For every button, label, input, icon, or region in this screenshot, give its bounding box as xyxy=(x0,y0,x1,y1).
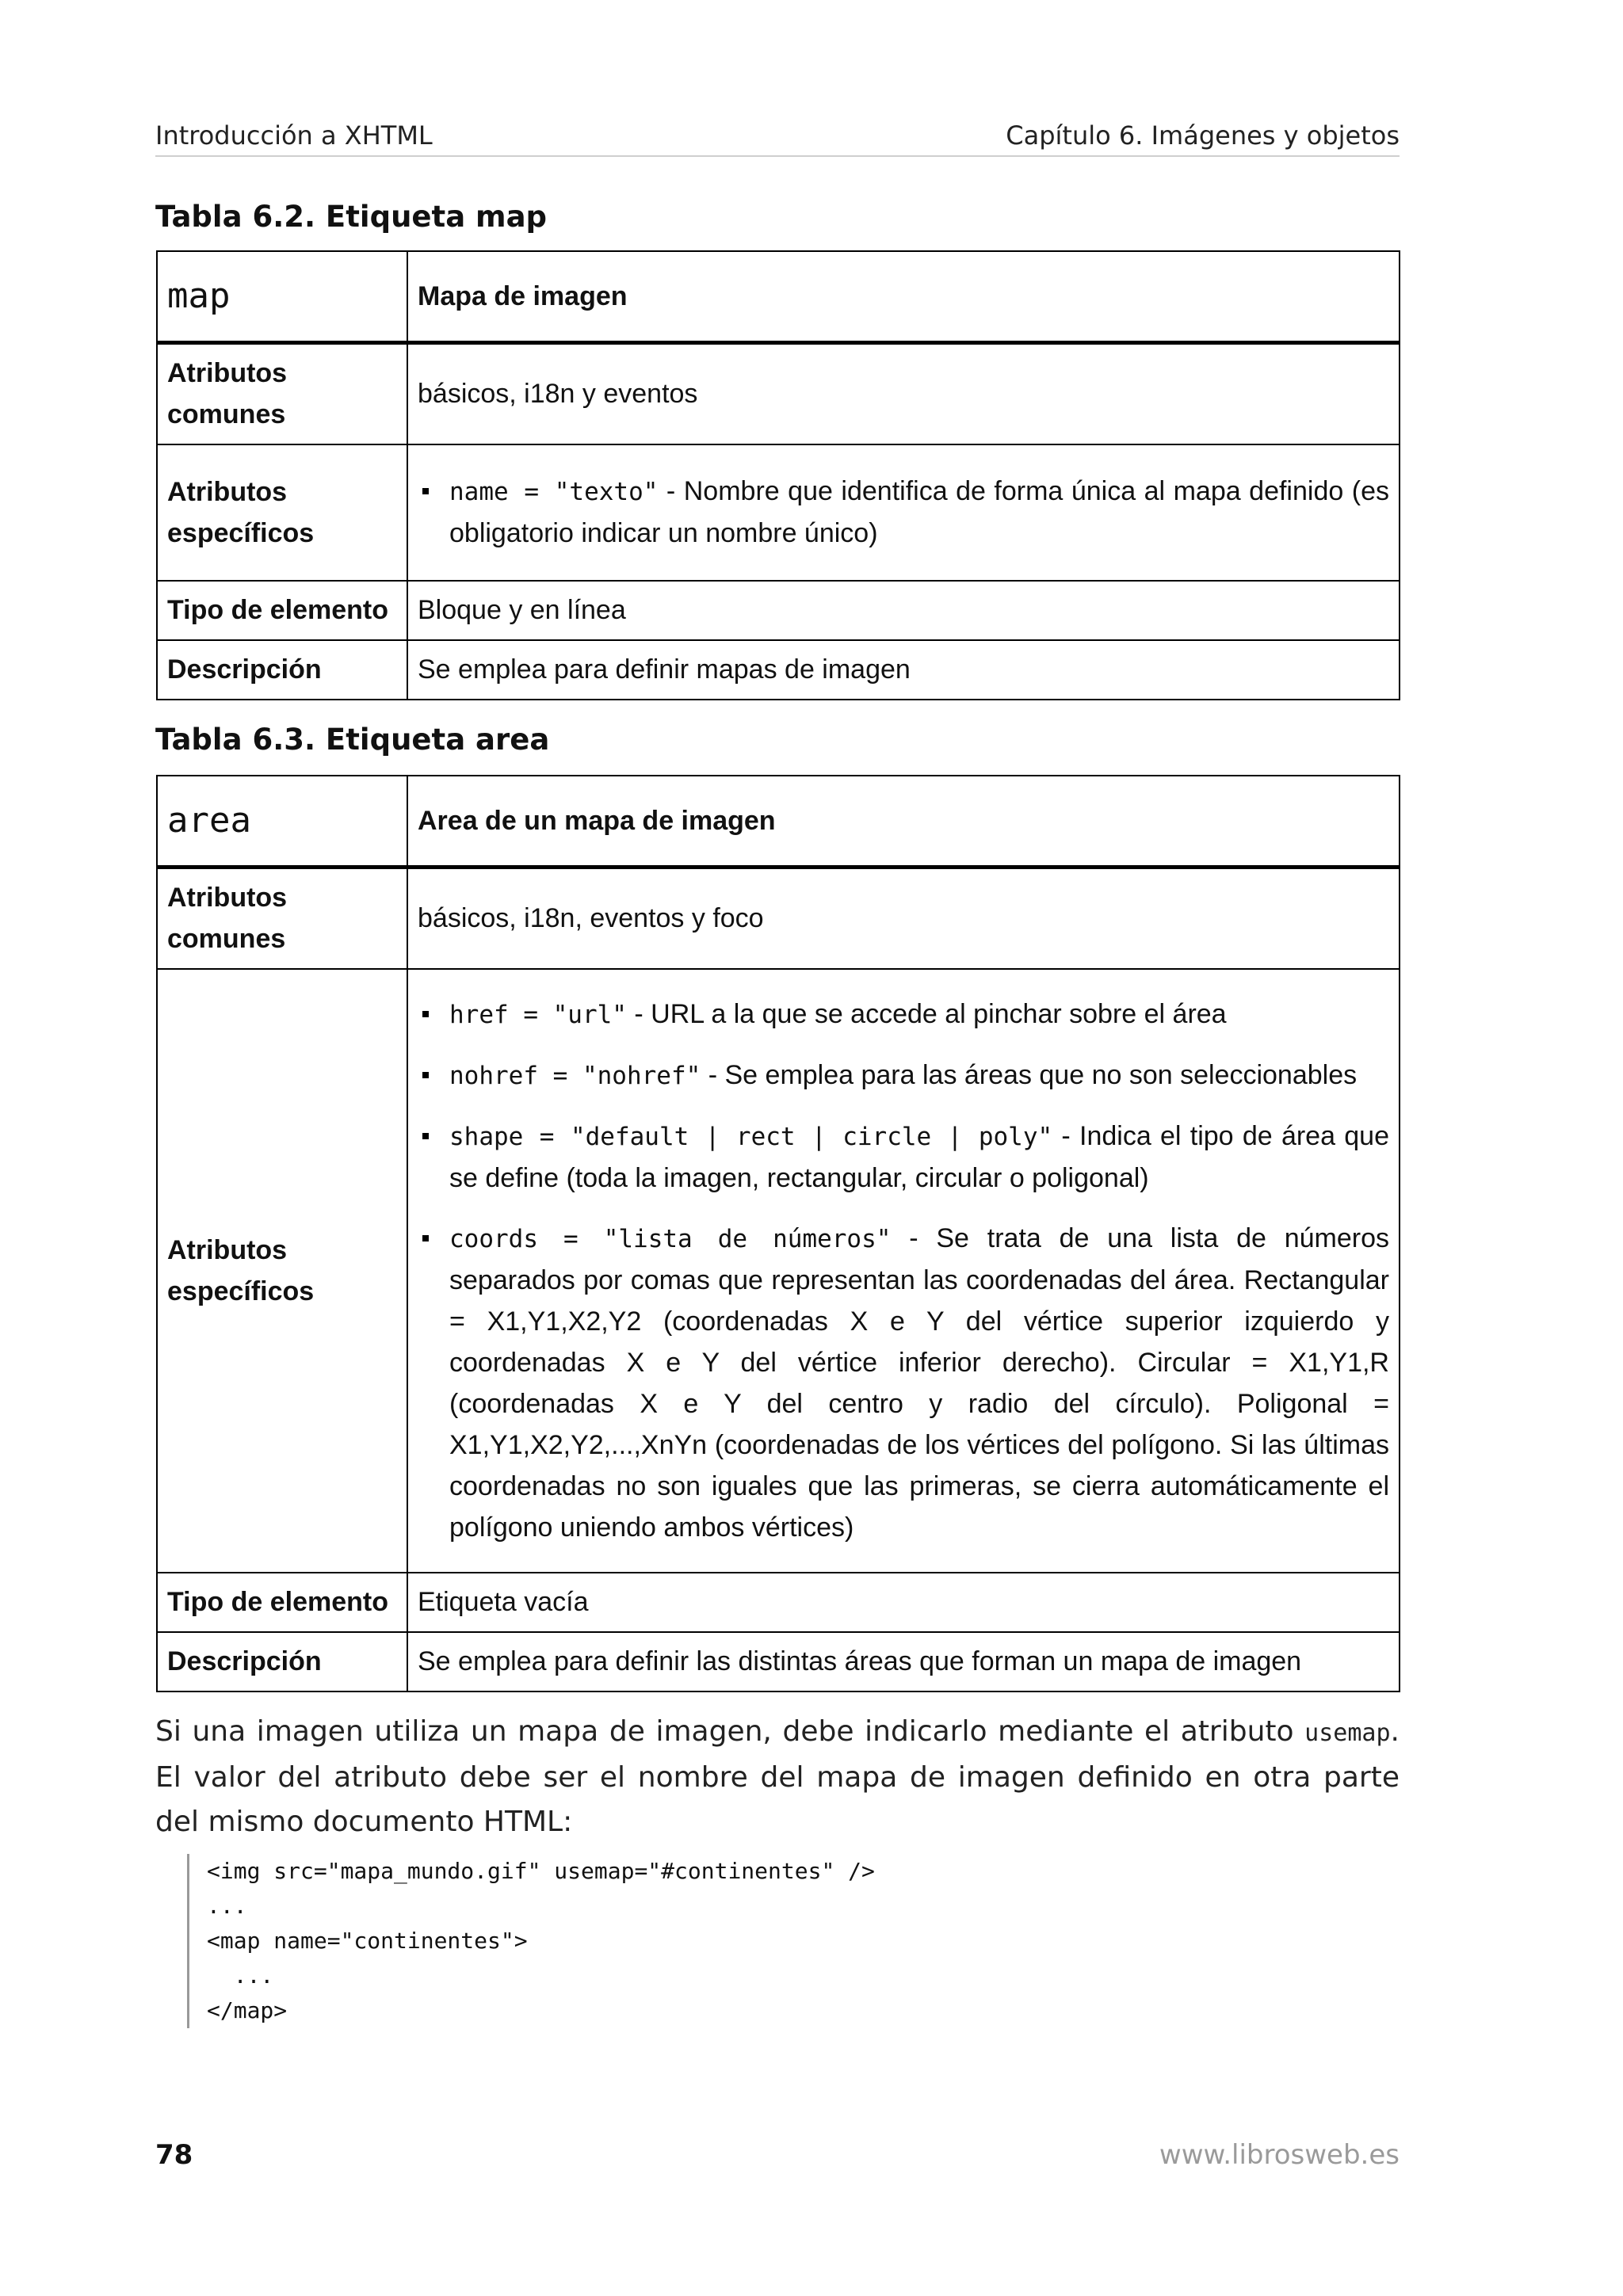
tag-name: area xyxy=(157,776,407,868)
book-title: Introducción a XHTML xyxy=(155,120,433,151)
table-area xyxy=(156,775,1400,1692)
common-attrs-value: básicos, i18n, eventos y foco xyxy=(407,868,1400,969)
chapter-title: Capítulo 6. Imágenes y objetos xyxy=(1006,120,1400,151)
attr-text: - Se emplea para las áreas que no son seleccionables xyxy=(701,1059,1358,1090)
paragraph-text-after: . El valor del atributo debe ser el nombre del mapa de imagen definido en otra parte del mismo documento HTML: xyxy=(155,1715,1400,1838)
table-row xyxy=(157,343,1400,444)
element-type-value: Bloque y en línea xyxy=(407,581,1400,640)
table-row xyxy=(157,640,1400,700)
table-row xyxy=(157,251,1400,343)
specific-attrs-label: Atributos específicos xyxy=(157,969,407,1573)
body-paragraph xyxy=(155,1710,1400,1844)
list-item xyxy=(418,1218,1389,1548)
inline-code: usemap xyxy=(1304,1719,1391,1747)
code-block: <img src="mapa_mundo.gif" usemap="#continentes" /> ... <map name="continentes"> ... </map> xyxy=(187,1854,875,2028)
description-value: Se emplea para definir mapas de imagen xyxy=(407,640,1400,700)
table-row xyxy=(157,1632,1400,1691)
description-label: Descripción xyxy=(157,1632,407,1691)
attr-code: shape = "default | rect | circle | poly" xyxy=(449,1122,1053,1151)
attr-code: name = "texto" xyxy=(449,478,659,506)
specific-attrs-value xyxy=(407,444,1400,581)
attr-code: nohref = "nohref" xyxy=(449,1061,701,1090)
list-item xyxy=(418,994,1389,1035)
page-number: 78 xyxy=(155,2139,193,2171)
table-row xyxy=(157,868,1400,969)
element-type-label: Tipo de elemento xyxy=(157,581,407,640)
attr-text: - Indica el tipo de área que se define (toda la imagen, rectangular, circular o poligonal) xyxy=(449,1120,1389,1193)
attr-code: href = "url" xyxy=(449,1000,627,1029)
common-attrs-label: Atributos comunes xyxy=(157,343,407,444)
tag-name: map xyxy=(157,251,407,343)
table-row xyxy=(157,581,1400,640)
attr-text: - URL a la que se accede al pinchar sobre el área xyxy=(626,998,1227,1029)
element-type-label: Tipo de elemento xyxy=(157,1573,407,1632)
table-row xyxy=(157,969,1400,1573)
table-row xyxy=(157,776,1400,868)
attr-text: - Se trata de una lista de números separados por comas que representan las coordenadas del área. Rectangular = X1,Y1,X2,Y2 (coordenadas X e Y del vértice superior izquierdo y coordenadas X e Y del vértice inferior derecho). Circular = X1,Y1,R (coordenadas X e Y del centro y radio del círculo). Poligonal = X1,Y1,X2,Y2,...,XnYn (coordenadas de los vértices del polígono. Si las últimas coordenadas no son iguales que las primeras, se cierra automáticamente el polígono uniendo ambos vértices) xyxy=(449,1222,1389,1543)
specific-attrs-label: Atributos específicos xyxy=(157,444,407,581)
common-attrs-label: Atributos comunes xyxy=(157,868,407,969)
attr-text: - Nombre que identifica de forma única al mapa definido (es obligatorio indicar un nombre único) xyxy=(449,476,1389,548)
table-map-caption: Tabla 6.2. Etiqueta map xyxy=(155,200,548,234)
description-label: Descripción xyxy=(157,640,407,700)
element-type-value: Etiqueta vacía xyxy=(407,1573,1400,1632)
tag-description: Mapa de imagen xyxy=(407,251,1400,343)
table-row xyxy=(157,444,1400,581)
list-item xyxy=(418,471,1389,554)
list-item xyxy=(418,1055,1389,1097)
table-area-caption: Tabla 6.3. Etiqueta area xyxy=(155,723,550,757)
table-row xyxy=(157,1573,1400,1632)
common-attrs-value: básicos, i18n y eventos xyxy=(407,343,1400,444)
attr-code: coords = "lista de números" xyxy=(449,1224,892,1253)
description-value: Se emplea para definir las distintas áreas que forman un mapa de imagen xyxy=(407,1632,1400,1691)
tag-description: Area de un mapa de imagen xyxy=(407,776,1400,868)
site-url: www.librosweb.es xyxy=(1159,2139,1400,2171)
specific-attrs-value xyxy=(407,969,1400,1573)
list-item xyxy=(418,1116,1389,1199)
paragraph-text-before: Si una imagen utiliza un mapa de imagen, debe indicarlo mediante el atributo xyxy=(155,1715,1305,1748)
table-map xyxy=(156,250,1400,700)
page-header xyxy=(155,116,1400,157)
